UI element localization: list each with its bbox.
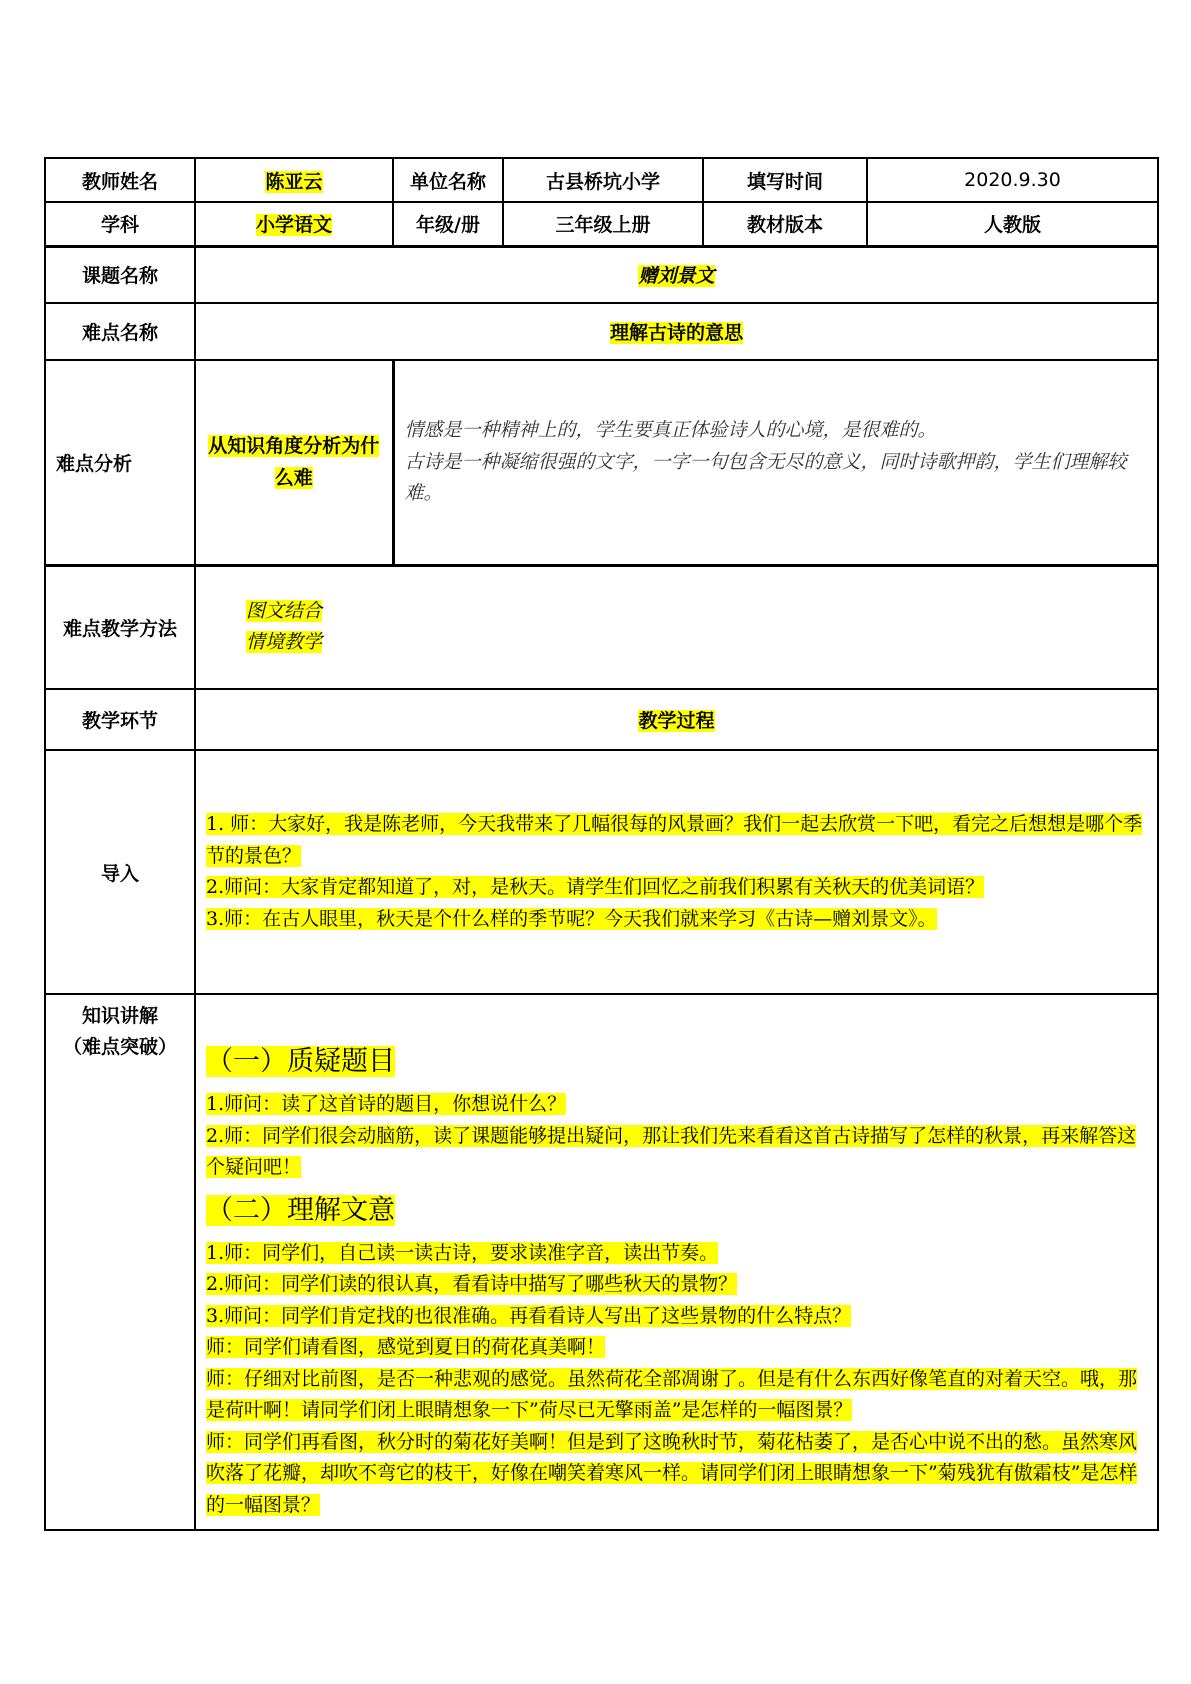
section-1-line-1: 1.师问：读了这首诗的题目，你想说什么？ — [206, 1093, 567, 1115]
method-content — [195, 565, 1158, 689]
teacher-label: 教师姓名 — [45, 158, 195, 202]
explain-row — [45, 994, 1158, 1530]
subject-label: 学科 — [45, 202, 195, 246]
section-2-line-6: 师：同学们再看图，秋分时的菊花好美啊！但是到了这晚秋时节，菊花枯萎了，是否心中说不出的愁。虽然寒风吹落了花瓣，却吹不弯它的枝干，好像在嘲笑着寒风一样。请同学们闭上眼睛想象一下”菊残犹有傲霜枝”是怎样的一幅图景？ — [206, 1430, 1138, 1516]
analysis-label: 难点分析 — [45, 360, 195, 565]
time-label: 填写时间 — [703, 158, 867, 202]
topic-row — [45, 246, 1158, 303]
analysis-line-2: 古诗是一种凝缩很强的文字，一字一句包含无尽的意义，同时诗歌押韵，学生们理解较难。 — [404, 450, 1127, 504]
edition-value: 人教版 — [867, 202, 1158, 246]
method-label: 难点教学方法 — [45, 565, 195, 689]
method-row — [45, 565, 1158, 689]
section-2-line-2: 2.师问：同学们读的很认真，看看诗中描写了哪些秋天的景物？ — [206, 1273, 738, 1295]
section-2-title: （二）理解文意 — [206, 1194, 395, 1226]
section-2-line-1: 1.师：同学们，自己读一读古诗，要求读准字音，读出节奏。 — [206, 1241, 719, 1264]
difficulty-row — [45, 303, 1158, 360]
section-1-line-2: 2.师：同学们很会动脑筋，读了课题能够提出疑问，那让我们先来看看这首古诗描写了怎样的秋景，再来解答这个疑问吧！ — [206, 1124, 1137, 1178]
intro-line-3: 3.师：在古人眼里，秋天是个什么样的季节呢？今天我们就来学习《古诗—赠刘景文》。 — [206, 907, 937, 930]
process-label: 教学环节 — [45, 689, 195, 750]
analysis-line-1: 情感是一种精神上的，学生要真正体验诗人的心境，是很难的。 — [404, 419, 937, 441]
unit-label: 单位名称 — [393, 158, 503, 202]
subject-value: 小学语文 — [195, 202, 393, 246]
analysis-content — [393, 360, 1158, 565]
section-2-line-3: 3.师问：同学们肯定找的也很准确。再看看诗人写出了这些景物的什么特点？ — [206, 1304, 852, 1327]
analysis-row — [45, 360, 1158, 565]
section-1-title: （一）质疑题目 — [206, 1046, 395, 1077]
method-item-2: 情境教学 — [246, 631, 323, 654]
grade-value: 三年级上册 — [503, 202, 703, 246]
explain-label — [45, 994, 195, 1530]
difficulty-label: 难点名称 — [45, 303, 195, 360]
header-row-2 — [45, 202, 1158, 246]
topic-value: 赠刘景文 — [195, 246, 1158, 303]
topic-label: 课题名称 — [45, 246, 195, 303]
method-item-1: 图文结合 — [246, 599, 323, 622]
edition-label: 教材版本 — [703, 202, 867, 246]
process-header-row — [45, 689, 1158, 750]
lesson-plan-table — [44, 157, 1159, 1531]
time-value: 2020.9.30 — [867, 158, 1158, 202]
header-row-1 — [45, 158, 1158, 202]
grade-label: 年级/册 — [393, 202, 503, 246]
teacher-value: 陈亚云 — [195, 158, 393, 202]
analysis-sub-label: 从知识角度分析为什么难 — [195, 360, 393, 565]
intro-line-2: 2.师问：大家肯定都知道了，对，是秋天。请学生们回忆之前我们积累有关秋天的优美词语？ — [206, 876, 985, 898]
explain-label-line-1: 知识讲解 — [81, 1005, 158, 1027]
process-value: 教学过程 — [195, 689, 1158, 750]
difficulty-value: 理解古诗的意思 — [195, 303, 1158, 360]
intro-label: 导入 — [45, 750, 195, 994]
explain-label-line-2: （难点突破） — [62, 1036, 177, 1058]
intro-row — [45, 750, 1158, 994]
intro-line-1: 1. 师：大家好，我是陈老师，今天我带来了几幅很每的风景画？我们一起去欣赏一下吧，看完之后想想是哪个季节的景色？ — [206, 813, 1143, 867]
section-2-line-5: 师：仔细对比前图，是否一种悲观的感觉。虽然荷花全部凋谢了。但是有什么东西好像笔直的对着天空。哦，那是荷叶啊！请同学们闭上眼睛想象一下”荷尽已无擎雨盖”是怎样的一幅图景？ — [206, 1367, 1138, 1421]
intro-content — [195, 750, 1158, 994]
explain-content — [195, 994, 1158, 1530]
unit-value: 古县桥坑小学 — [503, 158, 703, 202]
section-2-line-4: 师：同学们请看图，感觉到夏日的荷花真美啊！ — [206, 1336, 606, 1358]
